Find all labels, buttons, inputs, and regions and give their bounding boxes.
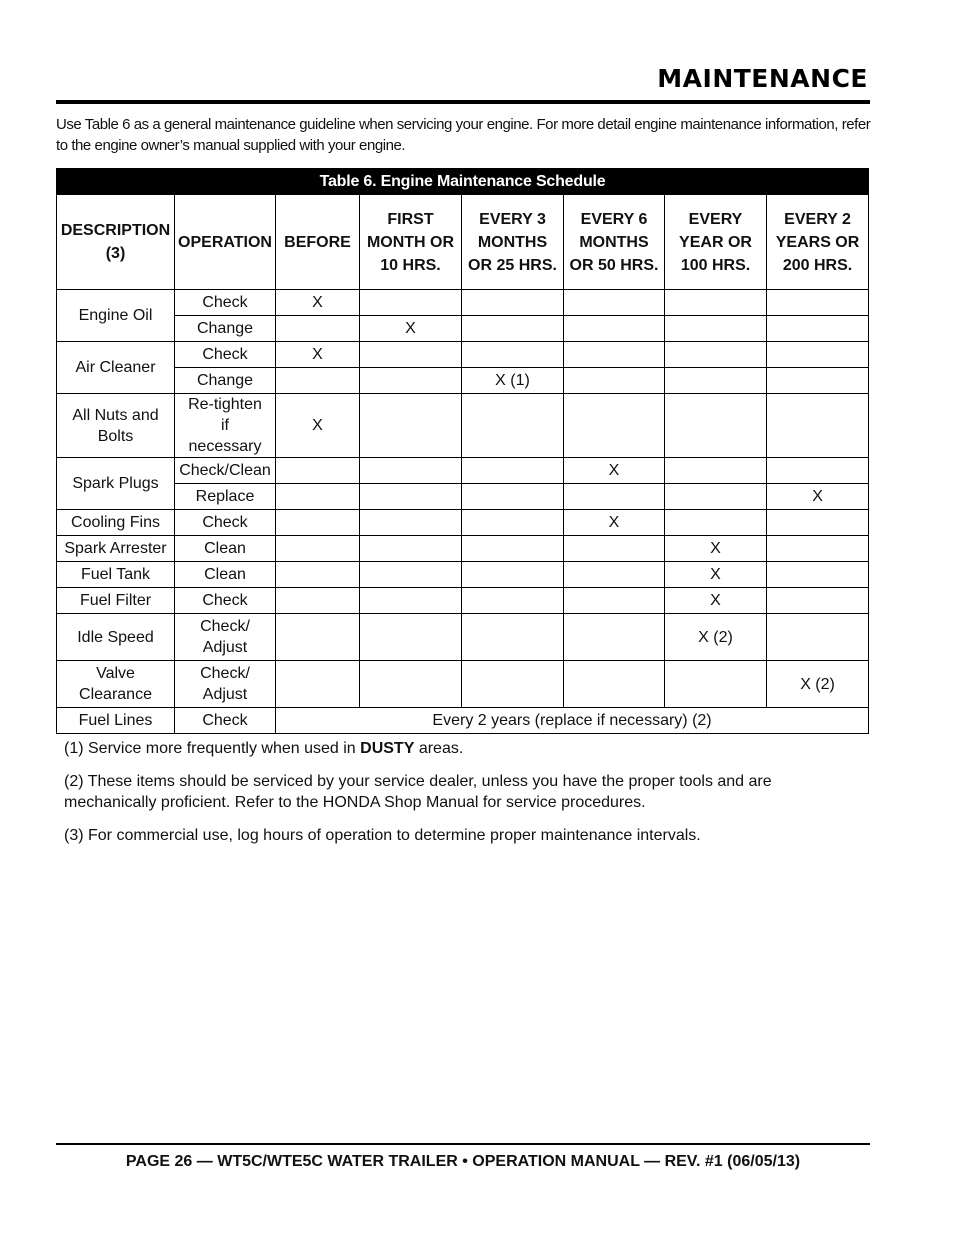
footnote-1-emphasis: DUSTY (360, 740, 415, 757)
every-year-cell (665, 316, 767, 342)
col-header-every-2-years: EVERY 2 YEARS OR 200 HRS. (767, 195, 869, 290)
col-header-every-6-months: EVERY 6 MONTHS OR 50 HRS. (564, 195, 665, 290)
three-months-cell (462, 458, 564, 484)
first-month-cell (360, 394, 462, 458)
footnote-2: (2) These items should be serviced by your service dealer, unless you have the proper tools and are mechanically proficient. Refer to the HONDA Shop Manual for service procedures. (64, 773, 772, 811)
maintenance-schedule-table (56, 168, 869, 734)
operation-cell: Check (175, 708, 276, 734)
six-months-cell (564, 661, 665, 708)
before-cell (276, 368, 360, 394)
first-month-cell (360, 458, 462, 484)
operation-cell: Change (175, 368, 276, 394)
table-row (57, 708, 869, 734)
six-months-cell (564, 394, 665, 458)
table-header-row (57, 195, 869, 290)
table-caption: Table 6. Engine Maintenance Schedule (57, 169, 869, 195)
description-cell: All Nuts and Bolts (57, 394, 175, 458)
operation-cell: Check/ Adjust (175, 661, 276, 708)
footer-rule (56, 1143, 870, 1145)
operation-cell: Check (175, 342, 276, 368)
three-months-cell (462, 510, 564, 536)
two-years-cell (767, 290, 869, 316)
first-month-cell (360, 661, 462, 708)
first-month-cell (360, 290, 462, 316)
description-cell: Cooling Fins (57, 510, 175, 536)
before-cell: X (276, 342, 360, 368)
page-footer: PAGE 26 — WT5C/WTE5C WATER TRAILER • OPERATION MANUAL — REV. #1 (06/05/13) (125, 1153, 801, 1170)
operation-cell: Check (175, 510, 276, 536)
footnote-3: (3) For commercial use, log hours of operation to determine proper maintenance intervals. (64, 827, 701, 844)
six-months-cell (564, 562, 665, 588)
every-year-cell: X (665, 562, 767, 588)
operation-cell: Clean (175, 536, 276, 562)
table-row (57, 588, 869, 614)
title-rule (56, 100, 870, 104)
intro-paragraph: Use Table 6 as a general maintenance guideline when servicing your engine. For more detail engine maintenance information, refer to the engine owner’s manual supplied with your engine. (56, 116, 871, 154)
operation-cell: Check (175, 290, 276, 316)
three-months-cell (462, 562, 564, 588)
table-row (57, 458, 869, 484)
first-month-cell (360, 562, 462, 588)
two-years-cell (767, 562, 869, 588)
two-years-cell (767, 588, 869, 614)
section-title: MAINTENANCE (657, 64, 868, 93)
every-year-cell (665, 458, 767, 484)
six-months-cell (564, 368, 665, 394)
col-header-description: DESCRIPTION (3) (57, 195, 175, 290)
six-months-cell: X (564, 458, 665, 484)
first-month-cell (360, 510, 462, 536)
every-year-cell (665, 484, 767, 510)
three-months-cell (462, 290, 564, 316)
operation-cell: Re-tighten if necessary (175, 394, 276, 458)
operation-cell: Clean (175, 562, 276, 588)
description-cell: Fuel Filter (57, 588, 175, 614)
every-year-cell (665, 342, 767, 368)
col-header-operation: OPERATION (175, 195, 276, 290)
six-months-cell (564, 588, 665, 614)
footnote-1 (64, 738, 864, 759)
two-years-cell (767, 536, 869, 562)
every-year-cell (665, 290, 767, 316)
three-months-cell (462, 342, 564, 368)
table-row (57, 562, 869, 588)
table-row (57, 510, 869, 536)
every-year-cell: X (665, 588, 767, 614)
description-cell: Spark Plugs (57, 458, 175, 510)
first-month-cell (360, 536, 462, 562)
before-cell (276, 536, 360, 562)
before-cell: X (276, 394, 360, 458)
description-cell: Idle Speed (57, 614, 175, 661)
table-row (57, 316, 869, 342)
table-row (57, 290, 869, 316)
interval-note-cell: Every 2 years (replace if necessary) (2) (276, 708, 869, 734)
every-year-cell (665, 368, 767, 394)
col-header-every-3-months: EVERY 3 MONTHS OR 25 HRS. (462, 195, 564, 290)
table-row (57, 484, 869, 510)
two-years-cell (767, 316, 869, 342)
operation-cell: Check/Clean (175, 458, 276, 484)
six-months-cell: X (564, 510, 665, 536)
first-month-cell (360, 588, 462, 614)
col-header-first-month: FIRST MONTH OR 10 HRS. (360, 195, 462, 290)
footnote-1-text: (1) Service more frequently when used in (64, 740, 361, 757)
six-months-cell (564, 290, 665, 316)
two-years-cell (767, 342, 869, 368)
every-year-cell: X (2) (665, 614, 767, 661)
every-year-cell (665, 394, 767, 458)
table-row (57, 661, 869, 708)
first-month-cell: X (360, 316, 462, 342)
footnotes (64, 738, 864, 858)
table-row (57, 342, 869, 368)
three-months-cell (462, 614, 564, 661)
description-cell: Spark Arrester (57, 536, 175, 562)
first-month-cell (360, 484, 462, 510)
two-years-cell: X (767, 484, 869, 510)
before-cell: X (276, 290, 360, 316)
six-months-cell (564, 342, 665, 368)
six-months-cell (564, 316, 665, 342)
before-cell (276, 510, 360, 536)
two-years-cell: X (2) (767, 661, 869, 708)
two-years-cell (767, 614, 869, 661)
six-months-cell (564, 536, 665, 562)
three-months-cell (462, 588, 564, 614)
col-header-every-year: EVERY YEAR OR 100 HRS. (665, 195, 767, 290)
table-row (57, 614, 869, 661)
col-header-before: BEFORE (276, 195, 360, 290)
two-years-cell (767, 510, 869, 536)
description-cell: Valve Clearance (57, 661, 175, 708)
six-months-cell (564, 484, 665, 510)
footnote-1-text-end: areas. (414, 740, 464, 757)
table-row (57, 368, 869, 394)
first-month-cell (360, 368, 462, 394)
two-years-cell (767, 368, 869, 394)
three-months-cell (462, 661, 564, 708)
description-cell: Fuel Tank (57, 562, 175, 588)
description-cell: Engine Oil (57, 290, 175, 342)
first-month-cell (360, 614, 462, 661)
first-month-cell (360, 342, 462, 368)
operation-cell: Replace (175, 484, 276, 510)
three-months-cell (462, 484, 564, 510)
three-months-cell (462, 536, 564, 562)
before-cell (276, 484, 360, 510)
before-cell (276, 614, 360, 661)
operation-cell: Change (175, 316, 276, 342)
every-year-cell: X (665, 536, 767, 562)
before-cell (276, 588, 360, 614)
three-months-cell: X (1) (462, 368, 564, 394)
before-cell (276, 458, 360, 484)
three-months-cell (462, 394, 564, 458)
six-months-cell (564, 614, 665, 661)
every-year-cell (665, 661, 767, 708)
operation-cell: Check (175, 588, 276, 614)
table-row (57, 394, 869, 458)
table-row (57, 536, 869, 562)
three-months-cell (462, 316, 564, 342)
before-cell (276, 316, 360, 342)
operation-cell: Check/ Adjust (175, 614, 276, 661)
before-cell (276, 661, 360, 708)
description-cell: Air Cleaner (57, 342, 175, 394)
two-years-cell (767, 394, 869, 458)
before-cell (276, 562, 360, 588)
two-years-cell (767, 458, 869, 484)
description-cell: Fuel Lines (57, 708, 175, 734)
every-year-cell (665, 510, 767, 536)
